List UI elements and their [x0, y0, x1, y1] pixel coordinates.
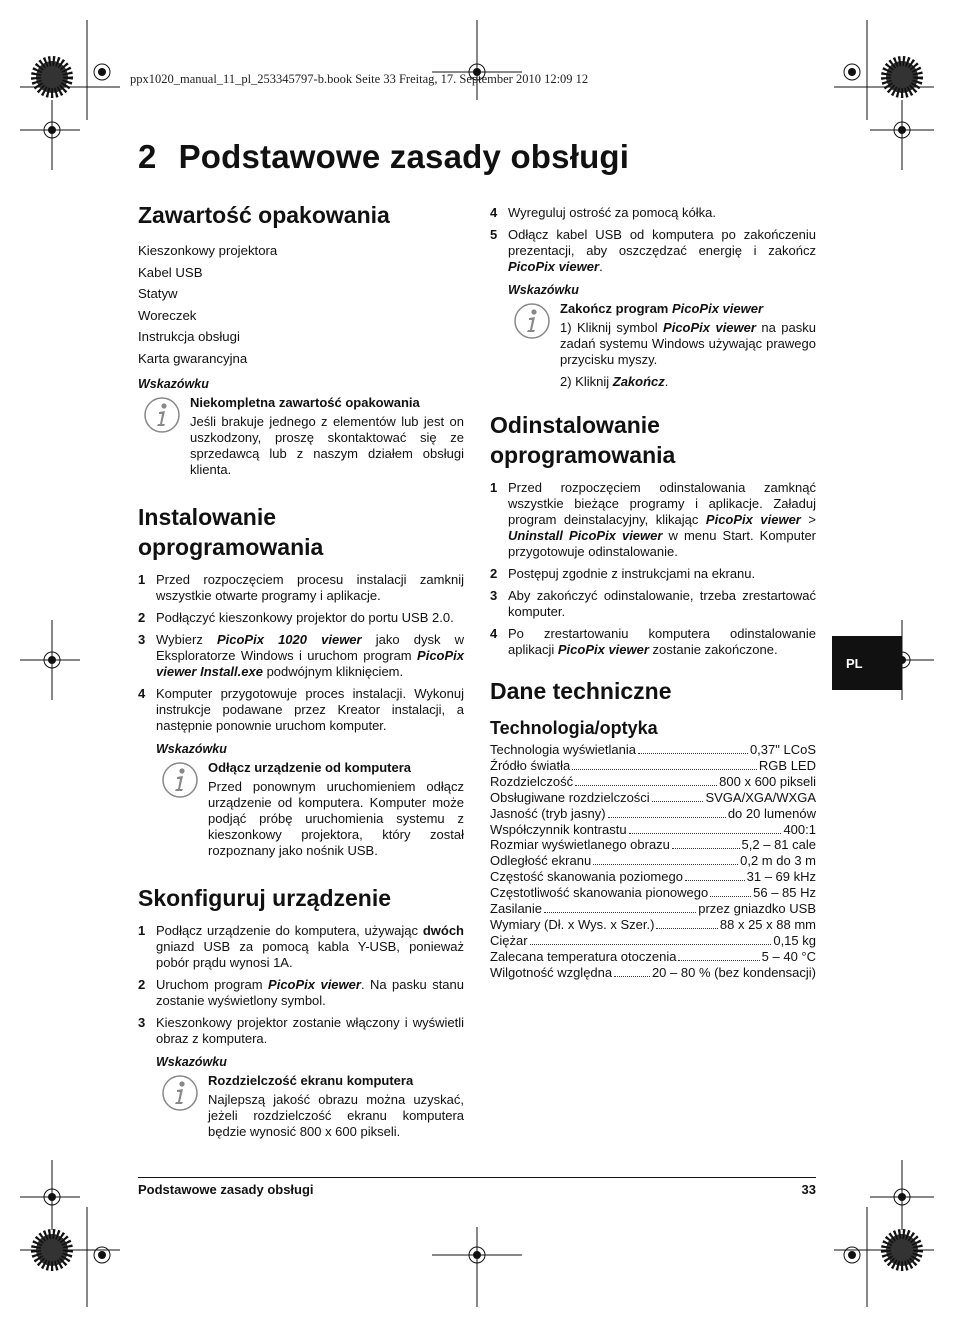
spec-label: Zalecana temperatura otoczenia	[490, 948, 677, 964]
dot-leader	[678, 959, 759, 961]
spec-value: 20 – 80 % (bez kondensacji)	[651, 964, 816, 980]
step-item: 1 Przed rozpoczęciem odinstalowania zamknąć wszystkie bieżące programy i aplikacje. Załaduj program deinstalacyjny, klikając PicoPix viewer > Uninstall PicoPix viewer w menu Start. Komputer przygotowuje odinstalowanie.	[490, 480, 817, 559]
footer-divider	[138, 1177, 816, 1178]
dot-leader	[544, 911, 696, 913]
subheading-optics: Technologia/optyka	[490, 718, 658, 738]
spec-value: RGB LED	[758, 757, 816, 773]
spec-row	[490, 901, 816, 917]
info-icon	[160, 1073, 200, 1113]
section-heading-install: Instalowanie oprogramowania	[138, 504, 324, 560]
spec-row	[490, 806, 816, 822]
spec-label: Częstotliwość skanowania pionowego	[490, 885, 709, 901]
dot-leader	[652, 800, 704, 802]
install-steps-continued	[490, 205, 816, 275]
section-heading-contents: Zawartość opakowania	[138, 202, 390, 228]
step-item: 4 Wyreguluj ostrość za pomocą kółka.	[490, 205, 716, 220]
spec-row	[490, 885, 816, 901]
spec-row	[490, 822, 816, 838]
spec-value: 5 – 40 °C	[761, 948, 816, 964]
list-item: Kieszonkowy projektora	[138, 243, 278, 258]
spec-value: SVGA/XGA/WXGA	[705, 789, 816, 805]
step-item: 1 Przed rozpoczęciem procesu instalacji zamknij wszystkie otwarte programy i aplikacje.	[138, 572, 464, 603]
note-title: Niekompletna zawartość opakowania	[190, 395, 420, 410]
dot-leader	[530, 943, 772, 945]
spec-value: 0,37" LCoS	[749, 742, 816, 757]
info-icon	[142, 395, 182, 435]
chapter-title	[138, 138, 629, 176]
spec-value: 800 x 600 pikseli	[719, 773, 816, 789]
list-item: Karta gwarancyjna	[138, 350, 248, 366]
list-item: Instrukcja obsługi	[138, 329, 240, 344]
spec-label: Odległość ekranu	[490, 853, 592, 869]
dot-leader	[656, 927, 717, 929]
spec-label: Ciężar	[490, 932, 528, 948]
spec-row	[490, 917, 816, 933]
section-heading-uninstall: Odinstalowanie oprogramowania	[490, 412, 676, 468]
dot-leader	[710, 895, 751, 897]
dot-leader	[629, 832, 782, 834]
spec-value: do 20 lumenów	[727, 805, 816, 821]
configure-steps	[138, 923, 464, 1047]
note-text: Najlepszą jakość obrazu można uzyskać, jeżeli rozdzielczość ekranu komputera będzie wynosić 800 x 600 pikseli.	[208, 1092, 464, 1139]
note-title: Rozdzielczość ekranu komputera	[208, 1073, 414, 1088]
install-steps	[138, 572, 464, 734]
tech-spec-table	[490, 742, 816, 981]
file-info-line: ppx1020_manual_11_pl_253345797-b.book Seite 33 Freitag, 17. September 2010 12:09 12	[130, 72, 589, 86]
uninstall-steps	[490, 480, 816, 658]
tip-label: Wskazówku	[156, 742, 227, 756]
note-box	[138, 395, 464, 478]
spec-value: 5,2 – 81 cale	[741, 837, 816, 853]
right-column	[490, 205, 816, 981]
step-item: 2 Podłączyć kieszonkowy projektor do portu USB 2.0.	[138, 610, 454, 625]
step-item: 3 Aby zakończyć odinstalowanie, trzeba zrestartować komputer.	[490, 588, 816, 619]
dot-leader	[593, 863, 738, 865]
dot-leader	[685, 879, 745, 881]
spec-value: 0,2 m do 3 m	[740, 853, 816, 869]
section-heading-tech: Dane techniczne	[490, 678, 672, 704]
step-item: 1 Podłącz urządzenie do komputera, używając dwóch gniazd USB za pomocą kabla Y-USB, ponieważ pobór prądu wynosi 1A.	[138, 923, 464, 970]
spec-row	[490, 837, 816, 853]
spec-row	[490, 742, 816, 758]
note-title: Zakończ program PicoPix viewer	[560, 301, 764, 316]
spec-value: 56 – 85 Hz	[753, 885, 816, 901]
step-item: 2 Uruchom program PicoPix viewer. Na pasku stanu zostanie wyświetlony symbol.	[138, 977, 464, 1008]
info-icon	[512, 301, 552, 341]
step-item: 4 Komputer przygotowuje proces instalacji. Wykonuj instrukcje podawane przez Kreator instalacji, a następnie ponownie uruchom komputer.	[138, 686, 464, 733]
dot-leader	[575, 784, 717, 786]
list-item: Statyw	[138, 286, 178, 301]
note-box	[156, 1073, 464, 1140]
dot-leader	[572, 768, 757, 770]
spec-label: Źródło światła	[490, 757, 571, 773]
spec-label: Obsługiwane rozdzielczości	[490, 789, 650, 805]
left-column	[138, 200, 464, 1144]
tip-label: Wskazówku	[138, 377, 209, 391]
tip-label: Wskazówku	[508, 283, 579, 297]
spec-label: Zasilanie	[490, 901, 543, 917]
spec-value: 31 – 69 kHz	[746, 869, 816, 885]
language-tab: PL	[832, 636, 902, 690]
dot-leader	[638, 752, 748, 754]
list-item: Woreczek	[138, 307, 197, 323]
contents-list	[138, 240, 464, 369]
step-item: 5 Odłącz kabel USB od komputera po zakończeniu prezentacji, aby oszczędzać energię i zakończ PicoPix viewer.	[490, 227, 816, 274]
spec-label: Technologia wyświetlania	[490, 742, 636, 757]
spec-row	[490, 933, 816, 949]
section-heading-configure: Skonfiguruj urządzenie	[138, 885, 392, 911]
spec-label: Współczynnik kontrastu	[490, 821, 627, 837]
step-item: 3 Wybierz PicoPix 1020 viewer jako dysk w Eksploratorze Windows i uruchom program PicoPix viewer Install.exe podwójnym kliknięciem.	[138, 632, 464, 679]
spec-label: Częstość skanowania poziomego	[490, 869, 683, 885]
footer-title: Podstawowe zasady obsługi	[138, 1182, 314, 1197]
spec-row	[490, 853, 816, 869]
list-item: Kabel USB	[138, 264, 203, 280]
step-item: 4 Po zrestartowaniu komputera odinstalowanie aplikacji PicoPix viewer zostanie zakończone.	[490, 626, 816, 657]
spec-row	[490, 869, 816, 885]
step-item: 3 Kieszonkowy projektor zostanie włączony i wyświetli obraz z komputera.	[138, 1015, 464, 1046]
spec-row	[490, 758, 816, 774]
spec-value: przez gniazdko USB	[698, 901, 816, 917]
spec-row	[490, 949, 816, 965]
info-icon	[160, 760, 200, 800]
chapter-title-text: Podstawowe zasady obsługi	[178, 138, 630, 175]
note-text: 1) Kliknij symbol PicoPix viewer na pasku zadań systemu Windows używając prawego przycisku myszy.	[560, 320, 816, 367]
step-item: 2 Postępuj zgodnie z instrukcjami na ekranu.	[490, 566, 756, 581]
note-title: Odłącz urządzenie od komputera	[208, 760, 411, 775]
spec-value: 400:1	[783, 821, 816, 837]
spec-value: 0,15 kg	[773, 932, 816, 948]
spec-row	[490, 965, 816, 981]
spec-row	[490, 774, 816, 790]
dot-leader	[614, 975, 650, 977]
note-text: Przed ponownym uruchomieniem odłącz urządzenie od komputera. Komputer może podjąć próbę uruchomienia systemu z kieszonkowy projektora, który został rozpoznany jako nośnik USB.	[208, 779, 464, 858]
spec-label: Rozmiar wyświetlanego obrazu	[490, 837, 670, 853]
spec-value: 88 x 25 x 88 mm	[719, 916, 816, 932]
note-box	[508, 301, 816, 390]
spec-label: Wymiary (Dł. x Wys. x Szer.)	[490, 916, 655, 932]
tip-label: Wskazówku	[156, 1055, 227, 1069]
spec-label: Rozdzielczość	[490, 773, 574, 789]
note-box	[156, 760, 464, 859]
note-text: Jeśli brakuje jednego z elementów lub jest on uszkodzony, proszę skontaktować się ze sprzedawcą lub z naszym działem obsługi klienta.	[190, 414, 464, 477]
spec-label: Wilgotność względna	[490, 964, 613, 980]
chapter-number: 2	[138, 138, 157, 175]
page-number: 33	[801, 1182, 816, 1197]
dot-leader	[672, 847, 740, 849]
spec-row	[490, 790, 816, 806]
note-text: 2) Kliknij Zakończ.	[560, 374, 669, 389]
dot-leader	[608, 816, 726, 818]
spec-label: Jasność (tryb jasny)	[490, 805, 606, 821]
